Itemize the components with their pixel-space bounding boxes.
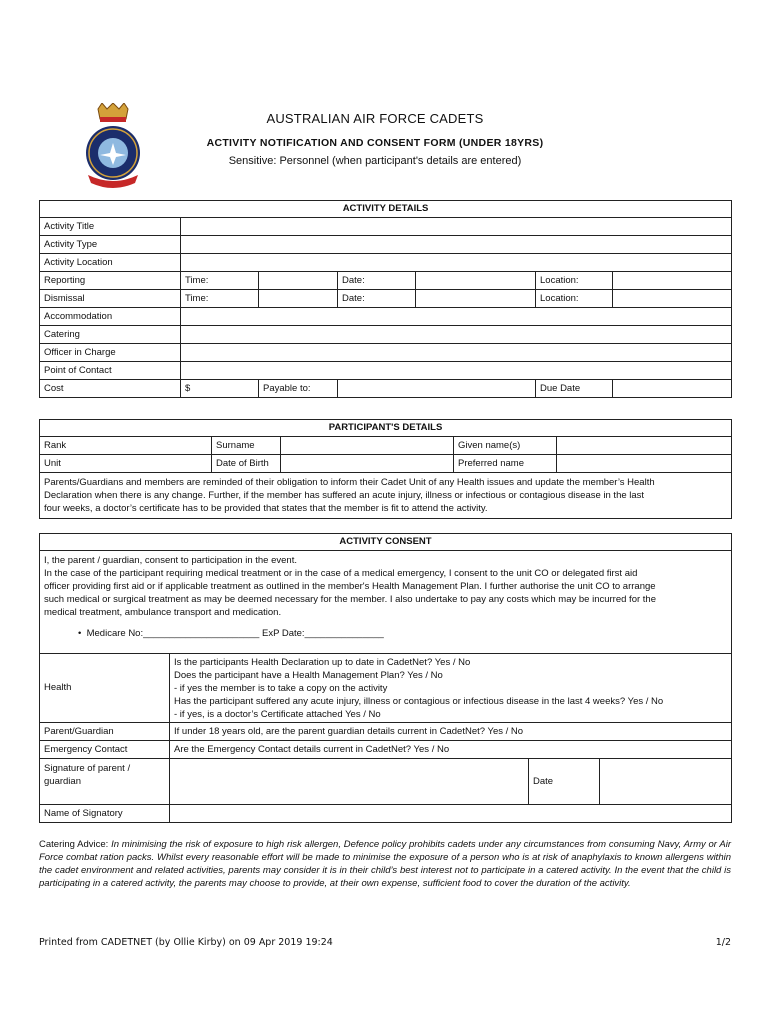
activity-title-label: Activity Title [40, 218, 181, 236]
oic-label: Officer in Charge [40, 344, 181, 362]
reporting-time-field[interactable] [259, 272, 338, 290]
form-title: ACTIVITY NOTIFICATION AND CONSENT FORM (UNDER 18YRS) [206, 137, 544, 149]
consent-line: I, the parent / guardian, consent to participation in the event. [44, 555, 297, 566]
section-heading: ACTIVITY DETAILS [40, 201, 732, 218]
reporting-location-field[interactable] [613, 272, 732, 290]
activity-details-table [39, 200, 732, 398]
date-label: Date [529, 759, 600, 805]
health-question[interactable]: Is the participants Health Declaration up to date in CadetNet? Yes / No [174, 656, 471, 668]
consent-line: medical treatment, ambulance transport and medication. [44, 607, 282, 618]
reporting-date-field[interactable] [416, 272, 536, 290]
activity-type-label: Activity Type [40, 236, 181, 254]
due-date-label: Due Date [536, 380, 613, 398]
signatory-label: Name of Signatory [40, 805, 170, 823]
cost-label: Cost [40, 380, 181, 398]
catering-advice-lead: Catering Advice: [39, 839, 109, 850]
unit-label: Unit [40, 455, 212, 473]
signature-label-line: Signature of parent / [44, 763, 131, 774]
location-label: Location: [536, 272, 613, 290]
participant-details-table [39, 419, 732, 519]
signature-label [40, 759, 170, 805]
signature-date-field[interactable] [600, 759, 732, 805]
consent-line: such medical or surgical treatment as may be deemed necessary for the member. I also undertake to pay any costs which may be incurred for the [44, 594, 656, 605]
surname-field[interactable] [281, 437, 454, 455]
emergency-contact-label: Emergency Contact [40, 741, 170, 759]
signature-label-line: guardian [44, 776, 81, 787]
oic-field[interactable] [181, 344, 732, 362]
section-heading: PARTICIPANT'S DETAILS [40, 420, 732, 437]
catering-advice [39, 838, 731, 890]
date-label: Date: [338, 290, 416, 308]
dob-label: Date of Birth [212, 455, 281, 473]
accommodation-label: Accommodation [40, 308, 181, 326]
section-heading: ACTIVITY CONSENT [40, 534, 732, 551]
page-number: 1/2 [715, 937, 731, 948]
reporting-label: Reporting [40, 272, 181, 290]
due-date-field[interactable] [613, 380, 732, 398]
dismissal-time-field[interactable] [259, 290, 338, 308]
consent-statement [40, 551, 732, 654]
health-notice [40, 473, 732, 519]
dob-field[interactable] [281, 455, 454, 473]
notice-line: Parents/Guardians and members are reminded of their obligation to inform their Cadet Unit of any Health issues and update the member’s Health [44, 477, 655, 488]
aafc-crest-logo [80, 103, 146, 189]
poc-field[interactable] [181, 362, 732, 380]
notice-line: Declaration when there is any change. Further, if the member has suffered an acute injury, illness or infectious or contagious disease in the last [44, 490, 645, 501]
surname-label: Surname [212, 437, 281, 455]
dismissal-location-field[interactable] [613, 290, 732, 308]
date-label: Date: [338, 272, 416, 290]
time-label: Time: [181, 272, 259, 290]
given-name-field[interactable] [557, 437, 732, 455]
parent-guardian-label: Parent/Guardian [40, 723, 170, 741]
payable-to-label: Payable to: [259, 380, 338, 398]
time-label: Time: [181, 290, 259, 308]
catering-field[interactable] [181, 326, 732, 344]
health-question[interactable]: Does the participant have a Health Management Plan? Yes / No [174, 669, 443, 681]
health-label: Health [40, 654, 170, 723]
catering-label: Catering [40, 326, 181, 344]
consent-line: In the case of the participant requiring medical treatment or in the case of a medical emergency, I consent to the unit CO or delegated first aid [44, 568, 638, 579]
print-footer: Printed from CADETNET (by Ollie Kirby) on 09 Apr 2019 19:24 [39, 937, 333, 948]
preferred-name-field[interactable] [557, 455, 732, 473]
health-questions [170, 654, 732, 723]
activity-type-field[interactable] [181, 236, 732, 254]
catering-advice-text: In minimising the risk of exposure to high risk allergen, Defence policy prohibits cadets under any circumstances from consuming Navy, Army or Air Force combat ration packs. Whilst every reasonable effort will be made to minimise the exposure of a person who is at risk of anaphylaxis to known allergens within the cadet environment and related activities, parents may consider it is in their child’s best interest not to participate in a catered activity. In the event that the child is participating in a catered activity, the parents may choose to provide, at their own expense, sufficient food to cover the duration of the activity. [39, 839, 732, 889]
org-title: AUSTRALIAN AIR FORCE CADETS [266, 111, 484, 126]
parent-guardian-question[interactable]: If under 18 years old, are the parent guardian details current in CadetNet? Yes / No [170, 723, 732, 741]
health-question[interactable]: - if yes, is a doctor’s Certificate attached Yes / No [174, 708, 381, 720]
signatory-field[interactable] [170, 805, 732, 823]
given-name-label: Given name(s) [454, 437, 557, 455]
poc-label: Point of Contact [40, 362, 181, 380]
health-question[interactable]: Has the participant suffered any acute injury, illness or contagious or infectious disease in the last 4 weeks? Yes / No [174, 695, 664, 707]
cost-field[interactable]: $ [181, 380, 259, 398]
emergency-contact-question[interactable]: Are the Emergency Contact details current in CadetNet? Yes / No [170, 741, 732, 759]
classification: Sensitive: Personnel (when participant's details are entered) [228, 155, 522, 167]
rank-label: Rank [40, 437, 212, 455]
activity-location-label: Activity Location [40, 254, 181, 272]
location-label: Location: [536, 290, 613, 308]
consent-line: officer providing first aid or if applicable treatment as outlined in the member's Health Management Plan. I further authorise the unit CO to arrange [44, 581, 656, 592]
payable-to-field[interactable] [338, 380, 536, 398]
bullet-icon: • [78, 628, 82, 639]
medicare-line [44, 627, 727, 640]
dismissal-label: Dismissal [40, 290, 181, 308]
activity-location-field[interactable] [181, 254, 732, 272]
medicare-field[interactable]: Medicare No:______________________ ExP Date:_______________ [86, 628, 384, 639]
preferred-name-label: Preferred name [454, 455, 557, 473]
health-question: - if yes the member is to take a copy on the activity [174, 682, 388, 694]
signature-field[interactable] [170, 759, 529, 805]
notice-line: four weeks, a doctor’s certificate has to be provided that states that the member is fit to attend the activity. [44, 503, 488, 514]
accommodation-field[interactable] [181, 308, 732, 326]
activity-consent-table [39, 533, 732, 823]
activity-title-field[interactable] [181, 218, 732, 236]
dismissal-date-field[interactable] [416, 290, 536, 308]
